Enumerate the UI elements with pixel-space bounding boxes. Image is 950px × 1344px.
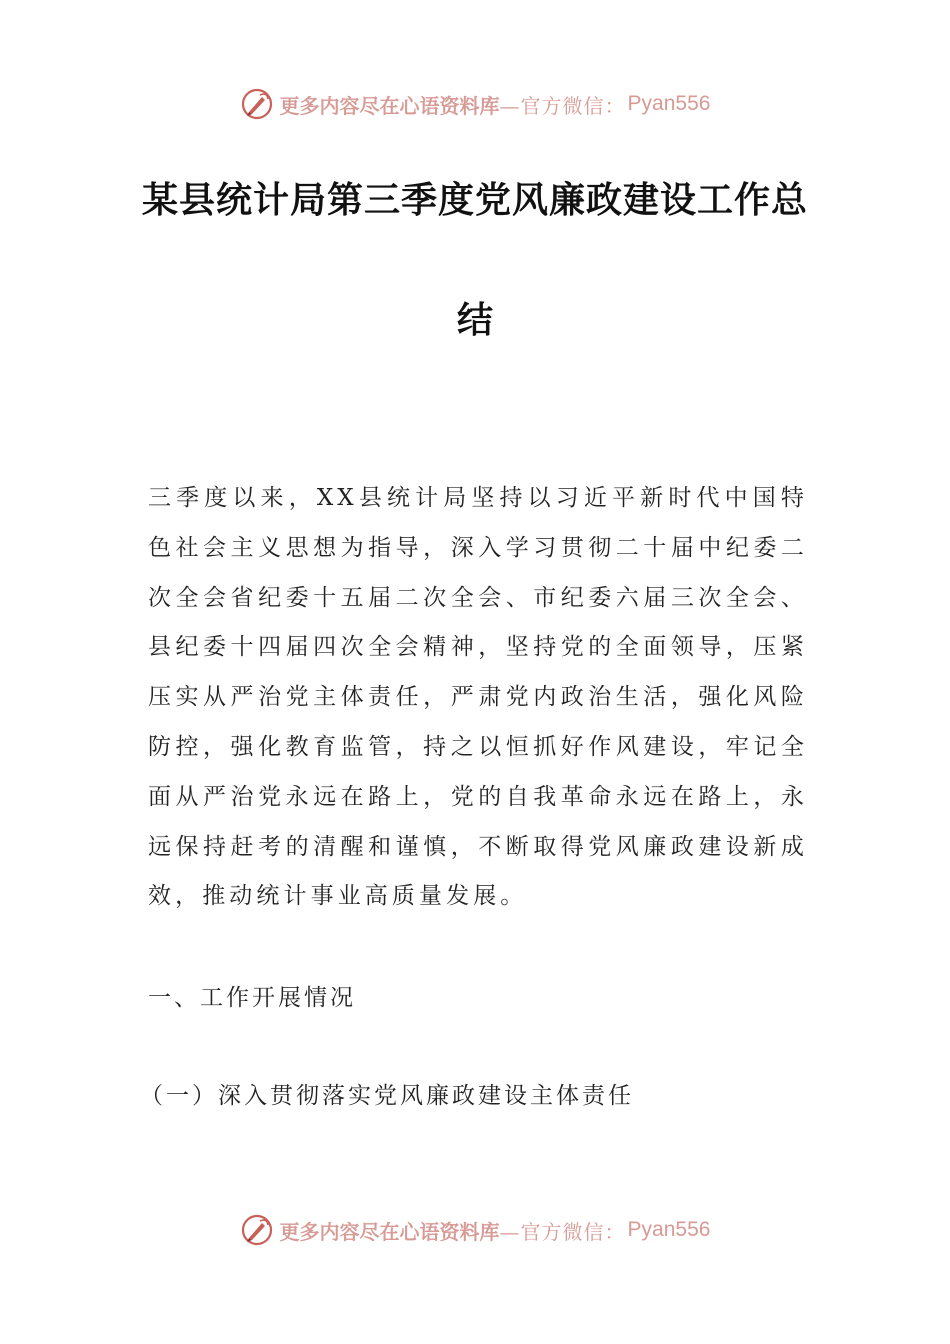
watermark-text: 更多内容尽在心语资料库: [279, 93, 500, 118]
pen-logo-icon: [240, 87, 274, 121]
watermark-header: [0, 84, 950, 124]
watermark-footer: [0, 1210, 950, 1250]
watermark-wechat-id: Pyan556: [627, 1218, 711, 1241]
watermark-separator: —官方微信：: [499, 1219, 626, 1244]
watermark-wechat-id: Pyan556: [627, 92, 711, 115]
intro-paragraph: 三季度以来，XX县统计局坚持以习近平新时代中国特色社会主义思想为指导，深入学习贯彻二十届中纪委二次全会省纪委十五届二次全会、市纪委六届三次全会、县纪委十四届四次全会精神，坚持党的全面领导，压紧压实从严治党主体责任，严肃党内政治生活，强化风险防控，强化教育监管，持之以恒抓好作风建设，牢记全面从严治党永远在路上，党的自我革命永远在路上，永远保持赶考的清醒和谨慎，不断取得党风廉政建设新成效，推动统计事业高质量发展。: [148, 485, 808, 910]
section-heading: 一、工作开展情况: [148, 985, 356, 1011]
document-title-line-2: 结: [456, 299, 493, 341]
pen-logo-icon: [240, 1213, 274, 1247]
subsection-heading: （一）深入贯彻落实党风廉政建设主体责任: [140, 1083, 634, 1109]
document-title-line-1: 某县统计局第三季度党风廉政建设工作总: [141, 179, 808, 221]
watermark-separator: —官方微信：: [499, 93, 626, 118]
watermark-text: 更多内容尽在心语资料库: [279, 1219, 500, 1244]
